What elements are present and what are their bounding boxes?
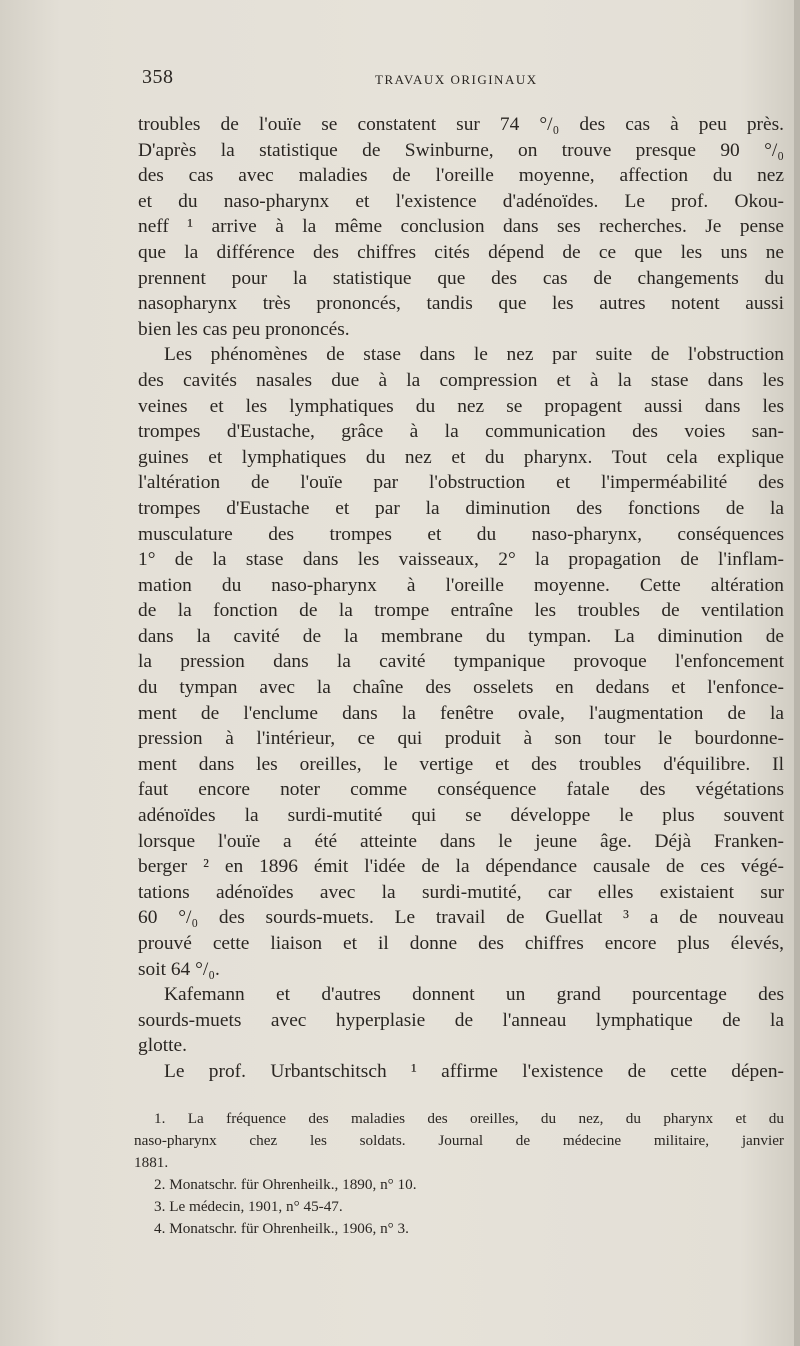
text-line: glotte. bbox=[138, 1035, 188, 1057]
text-line: Les phénomènes de stase dans le nez par suite de l'obstruction bbox=[164, 344, 784, 366]
running-head: TRAVAUX ORIGINAUX bbox=[375, 72, 538, 87]
footnote-line: 2. Monatschr. für Ohrenheilk., 1890, n° 10. bbox=[154, 1176, 417, 1193]
text-line: de la fonction de la trompe entraîne les troubles de ventilation bbox=[138, 600, 784, 622]
page-number: 358 bbox=[142, 66, 174, 88]
text-line: trompes d'Eustache, grâce à la communication des voies san- bbox=[138, 421, 784, 443]
footnote-line: 1. La fréquence des maladies des oreilles, du nez, du pharynx et du bbox=[154, 1110, 784, 1127]
text-line: trompes d'Eustache et par la diminution des fonctions de la bbox=[138, 497, 784, 519]
text-line: et du naso-pharynx et l'existence d'adénoïdes. Le prof. Okou- bbox=[138, 190, 784, 212]
text-line: ment dans les oreilles, le vertige et des troubles d'équilibre. Il bbox=[138, 753, 784, 775]
text-line: Kafemann et d'autres donnent un grand pourcentage des bbox=[164, 984, 784, 1006]
text-line: musculature des trompes et du naso-pharynx, conséquences bbox=[138, 523, 784, 545]
page-header bbox=[142, 66, 782, 96]
text-line: neff ¹ arrive à la même conclusion dans ses recherches. Je pense bbox=[138, 216, 784, 238]
text-line: nasopharynx très prononcés, tandis que les autres notent aussi bbox=[138, 293, 784, 315]
text-line: la pression dans la cavité tympanique provoque l'enfoncement bbox=[138, 651, 784, 673]
text-line: sourds-muets avec hyperplasie de l'anneau lymphatique de la bbox=[138, 1009, 784, 1031]
text-line: ment de l'enclume dans la fenêtre ovale, l'augmentation de la bbox=[138, 702, 784, 724]
text-line: soit 64 °/₀. bbox=[138, 958, 220, 980]
text-line: dans la cavité de la membrane du tympan. La diminution de bbox=[138, 625, 784, 647]
text-line: 60 °/₀ des sourds-muets. Le travail de Guellat ³ a de nouveau bbox=[138, 907, 784, 929]
text-line: des cas avec maladies de l'oreille moyenne, affection du nez bbox=[138, 165, 784, 187]
footnote-line: 4. Monatschr. für Ohrenheilk., 1906, n° 3. bbox=[154, 1220, 409, 1237]
text-line: lorsque l'ouïe a été atteinte dans le jeune âge. Déjà Franken- bbox=[138, 830, 784, 852]
footnote-line: 3. Le médecin, 1901, n° 45-47. bbox=[154, 1198, 343, 1215]
text-line: D'après la statistique de Swinburne, on trouve presque 90 °/₀ bbox=[138, 139, 784, 161]
text-line: prouvé cette liaison et il donne des chiffres encore plus élevés, bbox=[138, 933, 784, 954]
text-line: que la différence des chiffres cités dépend de ce que les uns ne bbox=[138, 241, 784, 263]
footnote-line: naso-pharynx chez les soldats. Journal de médecine militaire, janvier bbox=[134, 1132, 784, 1149]
text-line: du tympan avec la chaîne des osselets en dedans et l'enfonce- bbox=[138, 677, 784, 699]
text-line: tations adénoïdes avec la surdi-mutité, car elles existaient sur bbox=[138, 881, 784, 903]
text-line: Le prof. Urbantschitsch ¹ affirme l'existence de cette dépen- bbox=[164, 1060, 784, 1082]
footnote-line: 1881. bbox=[134, 1154, 169, 1171]
text-line: berger ² en 1896 émit l'idée de la dépendance causale de ces végé- bbox=[138, 856, 784, 878]
text-line: 1° de la stase dans les vaisseaux, 2° la propagation de l'inflam- bbox=[138, 549, 784, 571]
text-line: des cavités nasales due à la compression et à la stase dans les bbox=[138, 369, 784, 391]
page-edge-shadow bbox=[794, 0, 800, 1346]
text-line: troubles de l'ouïe se constatent sur 74 °/₀ des cas à peu près. bbox=[138, 114, 784, 135]
text-line: bien les cas peu prononcés. bbox=[138, 318, 350, 340]
text-line: guines et lymphatiques du nez et du pharynx. Tout cela explique bbox=[138, 446, 784, 468]
footnotes bbox=[134, 1108, 784, 1240]
text-line: adénoïdes la surdi-mutité qui se développe le plus souvent bbox=[138, 805, 784, 827]
text-line: faut encore noter comme conséquence fatale des végétations bbox=[138, 779, 784, 801]
text-line: mation du naso-pharynx à l'oreille moyenne. Cette altération bbox=[138, 574, 784, 596]
text-line: veines et les lymphatiques du nez se propagent aussi dans les bbox=[138, 395, 784, 417]
text-line: prennent pour la statistique que des cas de changements du bbox=[138, 267, 784, 289]
text-line: l'altération de l'ouïe par l'obstruction et l'imperméabilité des bbox=[138, 472, 784, 494]
body-text bbox=[138, 112, 784, 1085]
text-line: pression à l'intérieur, ce qui produit à son tour le bourdonne- bbox=[138, 728, 784, 750]
